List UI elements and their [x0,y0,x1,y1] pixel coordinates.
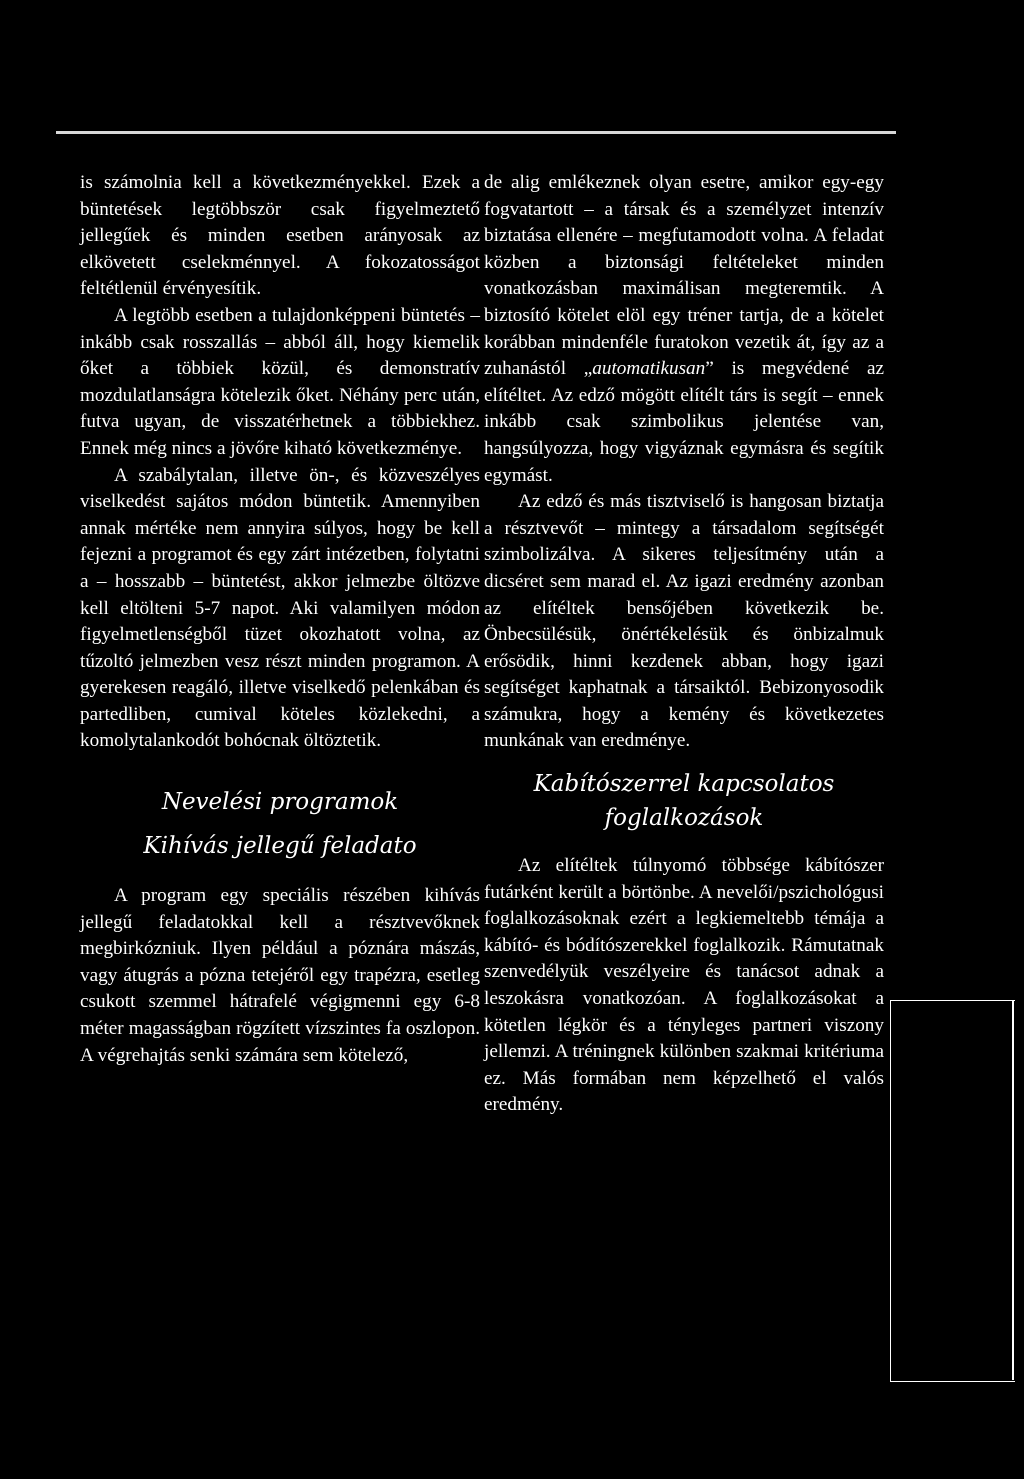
subsection-heading: Kihívás jellegű feladato [143,833,417,860]
paragraph: A legtöbb esetben a tulajdonképpeni büntetés – inkább csak rosszallás – abból áll, hogy kiemelik őket a többiek közül, és demonstratív mozdulatlanságra kötelezik őket. Néhány perc után, futva ugyan, de visszatérhetnek a többiekhez. Ennek még nincs a jövőre kiható következménye. [80,304,480,459]
section-heading: Kabítószerrel kapcsolatos [533,771,835,798]
section-heading: Nevelési programok [161,789,399,816]
italic-text: automatikusan [592,358,706,380]
top-rule [56,131,896,134]
paragraph: Az edző és más tisztviselő is hangosan biztatja a résztvevőt – mintegy a társadalom segítségét szimbolizálva. A sikeres teljesítmény után a dicséret sem marad el. Az igazi eredmény azonban az elítéltek bensőjében következik be. Önbecsülésük, önértékelésük és önbizalmuk erősödik, hinni kezdenek abban, hogy igazi segítséget kaphatnak a társaiktól. Bebizonyosodik számukra, hogy a kemény és következetes munkának van eredménye. [484,491,884,752]
text-run: de alig emlékeznek olyan esetre, amikor egy-egy fogvatartott – a társak és a személyzet intenzív biztatása ellenére – megfutamodott volna. A feladat közben a biztonsági feltételeket minden vonatkozásban maximálisan megteremtik. A biztosító kötelet elöl egy tréner tartja, de a kötelet korábban mindenféle furatokon vezetik át, így az a zuhanástól „ [484,172,884,380]
paragraph: Az elítéltek túlnyomó többsége kábítószer futárként került a börtönbe. A nevelői/pszichológusi foglalkozásoknak ezért a legkiemeltebb témája a kábító- és bódítószerekkel foglalkozik. Rámutatnak szenvedélyük veszélyeire és tanácsot adnak a leszokásra vonatkozóan. A foglalkozásokat a kötetlen légkör és a tényleges partneri viszony jellemzi. A tréningnek különben szakmai kritériuma ez. Más formában nem képzelhető el valós eredmény. [484,855,884,1116]
left-column [80,170,480,1069]
paragraph: A szabálytalan, illetve ön-, és közveszélyes viselkedést sajátos módon büntetik. Amennyiben annak mértéke nem annyira súlyos, hogy be kell fejezni a programot és egy zárt intézetben, folytatni a – hosszabb – büntetést, akkor jelmezbe öltözve kell eltölteni 5-7 napot. Aki valamilyen módon figyelmetlenségből tüzet okozhatott volna, az tűzoltó jelmezben vesz részt minden programon. A gyerekesen reagáló, illetve viselkedő pelenkában és partedliben, cumival köteles közlekedni, a komolytalankodót bohócnak öltöztetik. [80,464,480,752]
text-run: ” is megvédené az elítéltet. Az edző mögött elítélt társ is segít – ennek inkább csak szimbolikus jelentése van, hangsúlyozza, hogy vigyáznak egymásra és segítik egymást. [484,358,884,486]
margin-box [890,1000,1015,1382]
paragraph [484,170,884,489]
section-heading-continued: foglalkozások [604,805,764,832]
paragraph: A program egy speciális részében kihívás jellegű feladatokkal kell a résztvevőknek megbirkózniuk. Ilyen például a póznára mászás, vagy átugrás a pózna tetejéről egy trapézra, esetleg csukott szemmel hátrafelé végigmenni egy 6-8 méter magasságban rögzített vízszintes fa oszlopon. A végrehajtás senki számára sem kötelező, [80,885,480,1066]
right-column [484,170,884,1119]
paragraph: is számolnia kell a következményekkel. Ezek a büntetések legtöbbször csak figyelmeztető jellegűek és minden esetben arányosak az elkövetett cselekménnyel. A fokozatosságot feltétlenül érvényesítik. [80,172,480,300]
margin-rule [1012,1000,1014,1380]
